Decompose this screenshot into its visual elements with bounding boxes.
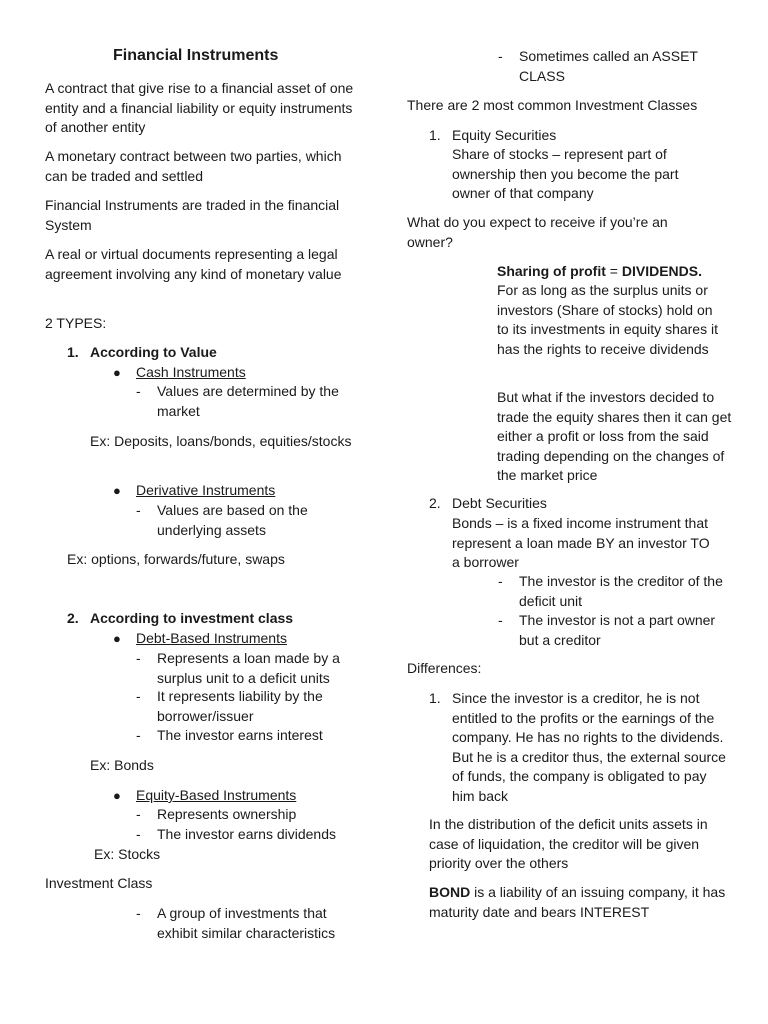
sharing-bold-2: DIVIDENDS. xyxy=(621,263,702,279)
debt-point-1: Represents a loan made by a surplus unit to a deficit units xyxy=(157,650,340,686)
bullet-icon: ● xyxy=(113,788,121,803)
sharing-desc: For as long as the surplus units or investors (Share of stocks) hold on to its investments in equity shares it has the rights to receive dividends xyxy=(497,282,718,357)
dash-icon: - xyxy=(498,612,503,628)
dash-icon: - xyxy=(136,502,141,518)
dash-icon: - xyxy=(136,826,141,842)
liquidation-text: In the distribution of the deficit units assets in case of liquidation, the creditor will be given priority over the others xyxy=(429,816,708,871)
debt-securities-point-2: The investor is not a part owner but a creditor xyxy=(519,612,716,648)
equity-securities-desc: Share of stocks – represent part of ownership then you become the part owner of that company xyxy=(452,146,679,201)
derivative-instruments-label: Derivative Instruments xyxy=(136,482,276,498)
debt-securities-point-1: The investor is the creditor of the deficit unit xyxy=(519,573,723,609)
sharing-equals: = xyxy=(605,263,622,279)
definition-4: A real or virtual documents representing a legal agreement involving any kind of monetary value xyxy=(45,246,342,282)
equity-based-label: Equity-Based Instruments xyxy=(136,787,297,803)
sharing-bold-1: Sharing of profit xyxy=(497,263,606,279)
debt-based-label: Debt-Based Instruments xyxy=(136,630,287,646)
derivative-example: Ex: options, forwards/future, swaps xyxy=(67,551,285,567)
equity-point-2: The investor earns dividends xyxy=(157,826,336,842)
derivative-point-1: Values are based on the underlying assets xyxy=(157,502,308,538)
common-classes-text: There are 2 most common Investment Classes xyxy=(407,97,698,113)
page-title: Financial Instruments xyxy=(113,47,279,64)
equity-point-1: Represents ownership xyxy=(157,806,297,822)
equity-example: Ex: Stocks xyxy=(94,846,161,862)
definition-2: A monetary contract between two parties, which can be traded and settled xyxy=(45,148,342,184)
owner-question: What do you expect to receive if you’re an owner? xyxy=(407,214,668,250)
bullet-icon: ● xyxy=(113,631,121,646)
bond-text: is a liability of an issuing company, it has maturity date and bears INTEREST xyxy=(429,884,726,920)
dash-icon: - xyxy=(136,806,141,822)
cash-example: Ex: Deposits, loans/bonds, equities/stocks xyxy=(90,433,352,449)
debt-securities-desc: Bonds – is a fixed income instrument that represent a loan made BY an investor TO a borrower xyxy=(452,515,710,570)
dash-icon: - xyxy=(136,727,141,743)
bullet-icon: ● xyxy=(113,483,121,498)
difference-1-text: Since the investor is a creditor, he is not entitled to the profits or the earnings of the company. He has no rights to the dividends. But he is a creditor thus, the external source of funds, the company is obligated to pay him back xyxy=(452,690,726,804)
sharing-of-profit xyxy=(497,262,729,282)
definition-1: A contract that give rise to a financial asset of one entity and a financial liability or equity instruments of another entity xyxy=(45,80,354,135)
dash-icon: - xyxy=(498,573,503,589)
dash-icon: - xyxy=(136,905,141,921)
debt-example: Ex: Bonds xyxy=(90,757,154,773)
type1-number: 1. xyxy=(67,344,79,360)
dash-icon: - xyxy=(498,48,503,64)
asset-class-point: Sometimes called an ASSET CLASS xyxy=(519,48,698,84)
trade-text: But what if the investors decided to trade the equity shares then it can get either a profit or loss from the said trading depending on the changes of the market price xyxy=(497,389,732,483)
equity-securities-number: 1. xyxy=(429,127,441,143)
type1-heading: According to Value xyxy=(90,344,217,360)
type2-number: 2. xyxy=(67,610,79,626)
investment-class-point-1: A group of investments that exhibit similar characteristics xyxy=(157,905,336,941)
bullet-icon: ● xyxy=(113,365,121,380)
differences-label: Differences: xyxy=(407,660,482,676)
bond-definition xyxy=(429,883,734,922)
investment-class-label: Investment Class xyxy=(45,875,153,891)
debt-securities-title: Debt Securities xyxy=(452,495,547,511)
definition-3: Financial Instruments are traded in the financial System xyxy=(45,197,340,233)
debt-securities-number: 2. xyxy=(429,495,441,511)
cash-instruments-label: Cash Instruments xyxy=(136,364,246,380)
types-label: 2 TYPES: xyxy=(45,315,107,331)
equity-securities-title: Equity Securities xyxy=(452,127,557,143)
debt-point-3: The investor earns interest xyxy=(157,727,323,743)
bond-bold: BOND xyxy=(429,884,471,900)
dash-icon: - xyxy=(136,688,141,704)
dash-icon: - xyxy=(136,383,141,399)
cash-point-1: Values are determined by the market xyxy=(157,383,339,419)
difference-1-number: 1. xyxy=(429,690,441,706)
dash-icon: - xyxy=(136,650,141,666)
debt-point-2: It represents liability by the borrower/issuer xyxy=(157,688,323,724)
type2-heading: According to investment class xyxy=(90,610,294,626)
